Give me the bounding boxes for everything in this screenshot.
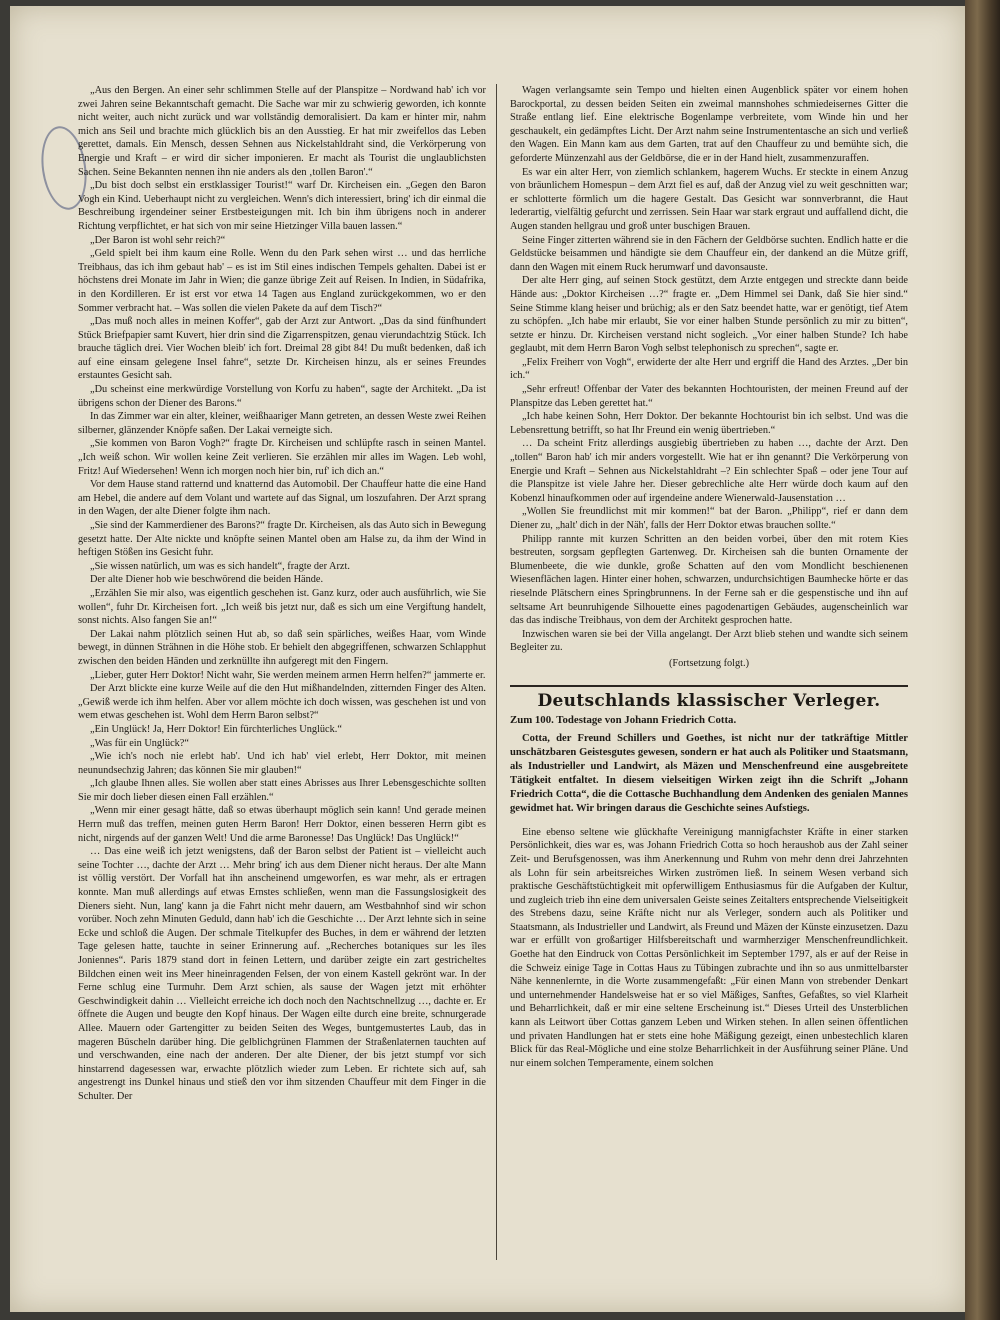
paragraph: „Geld spielt bei ihm kaum eine Rolle. Wenn du den Park sehen wirst … und das herrliche Treibhaus, das ich ihm gebaut hab' – es ist im Stil eines indischen Tempels gehalten. Dabei ist er höchstens drei Monate im Jahr in Wien; die ganze übrige Zeit auf Reisen. In Indien, in Südafrika, in den Kordilleren. Er ist erst vor etwa 14 Tagen aus England zurückgekommen, wo er den Sommer verbracht hat. – Was sollen die vielen Pakete da auf dem Tisch?“ [78,248,486,314]
paragraph: Philipp rannte mit kurzen Schritten an den beiden vorbei, über den mit rotem Kies bestreuten, sorgsam gepflegten Gartenweg. Dr. Kircheisen sah die bunten Ornamente der Blumenbeete, die wie dunkle, große Schatten auf den vom Mondlicht beschienenen Wiesenflächen lagen. Hinter einer hohen, schwarzen, undurchsichtigen Baumhecke hörte er das rieselnde Plätschern eines Springbrunnens. In der Ferne sah er die gespenstische und ihn auf seltsame Art beunruhigende Silhouette eines pagodenartigen Gebäudes, augenscheinlich war das das indische Treibhaus, von dem der Architekt gesprochen hatte. [510,533,908,627]
paragraph: „Du bist doch selbst ein erstklassiger Tourist!“ warf Dr. Kircheisen ein. „Gegen den Baron Vogh ein Kind. Ueberhaupt nicht zu vergleichen. Wenn's dich interessiert, bring' ich dir einmal die Beschreibung irgendeiner seiner Erstbesteigungen mit. Ich bin ihm übrigens noch in anderer Richtung verpflichtet, er hat sich von mir seine Hietzinger Villa bauen lassen.“ [78,180,486,232]
paragraph: „Der Baron ist wohl sehr reich?“ [90,234,226,246]
paragraph: Vor dem Hause stand ratternd und knatternd das Automobil. Der Chauffeur hatte die eine Hand am Hebel, die andere auf dem Volant und wartete auf das Signal, um loszufahren. Der Arzt sprang in den Wagen, der alte Diener folgte ihm nach. [78,479,486,518]
paragraph: Der Arzt blickte eine kurze Weile auf die den Hut mißhandelnden, zitternden Finger des Alten. „Gewiß werde ich ihm helfen. Aber vor allem möchte ich doch wissen, was geschehen ist und von wem etwas geschehen ist. Wohl dem Herrn Baron selbst?“ [78,683,486,722]
left-column [78,84,486,1264]
paragraph: Wagen verlangsamte sein Tempo und hielten einen Augenblick später vor einem hohen Barockportal, zu dessen beiden Seiten ein zweimal mannshohes schmiedeisernes Gitter die Straße entlang lief. Eine elektrische Bogenlampe verbreitete, vom Winde hin und her geschaukelt, ein gedämpftes Licht. Der Arzt nahm seine Instrumententasche an sich und verließ den Wagen. Ein Mann kam aus dem Garten, trat auf den Chauffeur zu und bemühte sich, die geforderte Münzenzahl aus der Geldbörse, die er in der Hand hielt, zusammenzuraffen. [510,85,908,164]
paragraph: „Das muß noch alles in meinen Koffer“, gab der Arzt zur Antwort. „Das da sind fünfhundert Stück Briefpapier samt Kuvert, hier drin sind die Zigarrenspitzen, genau vierundachtzig Stück. Ich brauche täglich drei. Vier Wochen bleib' ich fort. Dreimal 28 gibt 84! Du mußt bedenken, daß ich auf eine einsam gelegene Insel fahre“, setzte Dr. Kircheisen hinzu, als er seines Freundes erstauntes Gesicht sah. [78,316,486,382]
paragraph: Es war ein alter Herr, von ziemlich schlankem, hagerem Wuchs. Er steckte in einem Anzug von bräunlichem Homespun – dem Arzt fiel es auf, daß der Anzug viel zu weit geschnitten war; er schlotterte förmlich um die hagere Gestalt. Das Gesicht war sonnverbrannt, die Haut lederartig, vielfältig gefurcht und zerrissen. Sein Haar war stark ergraut und auffallend dicht, die Augen standen hellgrau und groß unter buschigen Brauen. [510,166,908,232]
paragraph: Inzwischen waren sie bei der Villa angelangt. Der Arzt blieb stehen und wandte sich seinem Begleiter zu. [510,628,908,654]
book-binding-edge [965,0,1000,1320]
paragraph: Seine Finger zitterten während sie in den Fächern der Geldbörse suchten. Endlich hatte er die Geldstücke beisammen und händigte sie dem Chauffeur ein, der dankend an die Mütze griff, dann den Wagen mit einem Ruck herumwarf und davonsauste. [510,234,908,273]
article-subheadline: Zum 100. Todestage von Johann Friedrich Cotta. [510,714,737,727]
paragraph: „Aus den Bergen. An einer sehr schlimmen Stelle auf der Planspitze – Nordwand hab' ich vor zwei Jahren seine Bekanntschaft gemacht. Die Sache war mir zu schwierig geworden, ich konnte nicht weiter, auch nicht zurück und war vollständig demoralisiert. Da kam er hinter mir, nahm mich ans Seil und brachte mich glücklich bis an den Ausstieg. Er hat mir zweifellos das Leben gerettet, damals. Ein Mensch, dessen Sehnen aus Nickelstahldraht sind, die Verkörperung von Energie und Kraft – er wird dir sicher imponieren. Er macht als Tourist die unglaublichsten Sachen. Seine Bekannten nennen ihn nie anders als den ‚tollen Baron'.“ [78,85,486,178]
paragraph: „Sehr erfreut! Offenbar der Vater des bekannten Hochtouristen, der meinen Freund auf der Planspitze das Leben gerettet hat.“ [510,384,908,409]
paragraph: … Da scheint Fritz allerdings ausgiebig übertrieben zu haben …, dachte der Arzt. Den „tollen“ Baron hab' ich mir anders vorgestellt. Wie hat er ihn genannt? Die Verkörperung von Energie und Kraft – Sehnen aus Nickelstahldraht –? Ein schlechter Spaß – oder jene Tour auf die Planspitze ist viele Jahre her. Dieser gebrechliche alte Herr würde doch kaum auf den Kobenzl hinaufkommen oder auf irgendeine andere Wienerwald-Jausenstation … [510,438,908,504]
paragraph: „Felix Freiherr von Vogh“, erwiderte der alte Herr und ergriff die Hand des Arztes. „Der bin ich.“ [510,356,908,382]
paragraph: … Das eine weiß ich jetzt wenigstens, daß der Baron selbst der Patient ist – vielleicht auch seine Tochter …, dachte der Arzt … Mehr bring' ich aus dem Diener nicht heraus. Der alte Mann ist völlig verstört. Der Vorfall hat ihn anscheinend umgeworfen, es war mehr, als er ertragen konnte. Man muß allerdings auf etwas Ernstes schließen, wenn man die Fassungslosigkeit des Dieners sieht. Nun, lang' kann ja die Fahrt nicht mehr dauern, am Westbahnhof sind wir schon vorüber. Noch zehn Minuten Geduld, dann hab' ich die Geschichte … Der Arzt lehnte sich in seine Ecke und schloß die Augen. Der schmale Titelkupfer des Buches, in dem er während der letzten Tage gelesen hatte, tauchte in seiner Erinnerung auf. „Recherches botaniques sur les îles Joniennes“. Paris 1879 stand dort in feinen Lettern, und darüber zeigte ein zart gestricheltes Bildchen einen weit ins Meer hineinragenden Felsen, der von einem Kastell gekrönt war. In der Ferne schlug eine Turmuhr. Dem Arzt schien, als sause der Wagen jetzt mit erhöhter Geschwindigkeit dahin … Vielleicht erreiche ich doch noch den Nachtschnellzug …, dachte er. Er öffnete die Augen und beugte den Kopf hinaus. Der Wagen eilte durch eine breite, schnurgerade Allee. Mauern oder Gartengitter zu beiden Seiten des Weges, buntgemustertes Laub, das in mageren Büscheln darüber hing. Die gelblichgrünen Flammen der Straßenlaternen tauchten auf und verschwanden, eine nach der anderen. Der alte Diener, der bis jetzt stumpf vor sich hinstarrend dagesessen war, erwachte plötzlich wieder zum Leben. Er richtete sich auf, sah angestrengt ins Dunkel hinaus und stieß den vor ihm sitzenden Chauffeur mit dem Finger in die Schulter. Der [78,846,486,1102]
paragraph: „Ich glaube Ihnen alles. Sie wollen aber statt eines Abrisses aus Ihrer Lebensgeschichte sollten Sie mir doch lieber diesen einen Fall erzählen.“ [78,778,486,803]
article-headline: Deutschlands klassischer Verleger. [537,690,881,711]
paragraph: „Wollen Sie freundlichst mit mir kommen!“ bat der Baron. „Philipp“, rief er dann dem Diener zu, „halt' dich in der Näh', falls der Herr Doktor etwas brauchen sollte.“ [510,506,908,531]
paragraph: „Ein Unglück! Ja, Herr Doktor! Ein fürchterliches Unglück.“ [90,723,342,735]
paragraph: „Lieber, guter Herr Doktor! Nicht wahr, Sie werden meinem armen Herrn helfen?“ jammerte er. [90,669,486,681]
paragraph: „Wie ich's noch nie erlebt hab'. Und ich hab' viel erlebt, Herr Doktor, mit meinen neunundsechzig Jahren; das können Sie mir glauben!“ [78,751,486,776]
paragraph: „Sie sind der Kammerdiener des Barons?“ fragte Dr. Kircheisen, als das Auto sich in Bewegung gesetzt hatte. Der Alte nickte und knöpfte seinen Mantel oben am Halse zu, da ihm der Wind in heftigen Stößen ins Gesicht fuhr. [78,520,486,559]
paragraph: Der alte Diener hob wie beschwörend die beiden Hände. [90,574,324,586]
article-separator [510,685,908,687]
paragraph: Der Lakai nahm plötzlich seinen Hut ab, so daß sein spärliches, weißes Haar, vom Winde bewegt, in dünnen Strähnen in die Höhe stob. Er behielt den abgegriffenen, schwarzen Schlapphut zwischen den beiden Händen und zerknüllte ihn aufgeregt mit den Fingern. [78,628,486,667]
paragraph: „Ich habe keinen Sohn, Herr Doktor. Der bekannte Hochtourist bin ich selbst. Und was die Lebensrettung betrifft, so hat Ihr Freund ein wenig übertrieben.“ [510,411,908,436]
paragraph: „Sie wissen natürlich, um was es sich handelt“, fragte der Arzt. [90,560,350,572]
spacer [510,816,908,826]
paragraph: „Sie kommen von Baron Vogh?“ fragte Dr. Kircheisen und schlüpfte rasch in seinen Mantel. „Ich weiß schon. Wir wollen keine Zeit verlieren. Sie erzählen mir alles im Wagen. Leb wohl, Fritz! Auf Wiedersehen! Wenn ich morgen noch hier bin, ruf' ich dich an.“ [78,438,486,477]
paragraph: Der alte Herr ging, auf seinen Stock gestützt, dem Arzte entgegen und streckte dann beide Hände aus: „Doktor Kircheisen …?“ fragte er. „Dem Himmel sei Dank, daß Sie hier sind.“ Seine Stimme klang heiser und brüchig; als er den Satz beendet hatte, war er genötigt, tief Atem zu schöpfen. „Ich habe mir erlaubt, Sie vor einer halben Stunde persönlich zu mir zu bitten“, setzte er hinzu. Dr. Kircheisen verstand nicht sogleich. „Vor einer halben Stunde? Ich habe geglaubt, mit dem Herrn Baron Vogh selbst telephonisch zu sprechen“, sagte er. [510,275,908,355]
article-body: Eine ebenso seltene wie glückhafte Vereinigung mannigfachster Kräfte in einer starken Persönlichkeit, dies war es, was Johann Friedrich Cotta so hoch heraushob aus der Zahl seiner Zeit- und Berufsgenossen, was ihm Anerkennung und Ruhm von mehr denn drei Jahrzehnten als Lohn für sein arbeitsreiches Wirken zuströmen ließ. In seinem Wesen verband sich praktische Geschäftstüchtigkeit mit opferwilligem Enthusiasmus für die Aufgaben der Kultur, und zugleich trieb ihn eine dem universalen Geiste seines Zeitalters entsprechende Vielseitigkeit des Strebens dazu, seine Kräfte nicht nur als Verleger, sondern auch als Politiker und Staatsmann, als Industrieller und Landwirt, als Freund und Mäzen der Künste einzusetzen. Dazu war er erfüllt von großartiger Hilfsbereitschaft und warmherziger Menschenfreundlichkeit. Goethe hat den Eindruck von Cottas Persönlichkeit im September 1797, als er auf der Reise in die Schweiz einige Tage in Cottas Haus zu Tübingen zubrachte und ihn so aus unmittelbarster Nähe kennenlernte, in die Worte zusammengefaßt: „Für einen Mann von strebender Denkart und unternehmender Handelsweise hat er so viel Mäßiges, Sanftes, Gefaßtes, so viel Klarheit und Beharrlichkeit, daß er mir eine seltene Erscheinung ist.“ Dieses Urteil des Unsterblichen kann als Leitwort über Cottas ganzem Leben und Wirken stehen. In allen seinen öffentlichen und privaten Handlungen hat er stets eine hohe Mäßigung gezeigt, einen unbestechlich klaren Blick für das Real-Mögliche und eine stolze Beharrlichkeit in der Ausführung seiner Pläne. Und nur einem solchen Temperamente, einem solchen [510,826,908,1069]
paragraph: „Erzählen Sie mir also, was eigentlich geschehen ist. Ganz kurz, oder auch ausführlich, wie Sie wollen“, fuhr Dr. Kircheisen fort. „Ich weiß bis jetzt nur, daß es sich um eine Vergiftung handelt, sonst nichts. Also fangen Sie an!“ [78,587,486,627]
paragraph: „Wenn mir einer gesagt hätte, daß so etwas überhaupt möglich sein kann! Und gerade meinen Herrn muß das treffen, meinen guten Herrn Baron! Herr Doktor, einen besseren Herrn gibt es nicht, nirgends auf der ganzen Welt! Und die arme Baronesse! Das Unglück! Das Unglück!“ [78,805,486,844]
paragraph: „Was für ein Unglück?“ [90,737,189,749]
continuation-note: (Fortsetzung folgt.) [668,657,750,669]
column-divider [496,84,497,1260]
paragraph: „Du scheinst eine merkwürdige Vorstellung von Korfu zu haben“, sagte der Architekt. „Da ist übrigens schon der Diener des Barons.“ [78,384,486,409]
paragraph: In das Zimmer war ein alter, kleiner, weißhaariger Mann getreten, an dessen Weste zwei Reihen silberner, glänzender Knöpfe saßen. Der Lakai verneigte sich. [78,411,486,436]
article-lead: Cotta, der Freund Schillers und Goethes, ist nicht nur der tatkräftige Mittler unschätzbaren Geistesgutes gewesen, sondern er hat auch als Politiker und Staatsmann, als Industrieller und Landwirt, als Mäzen und Menschenfreund eine ausgebreitete Tätigkeit entfaltet. In diesem vielseitigen Wirken zeigt ihn die Schrift „Johann Friedrich Cotta“, die die Cottasche Buchhandlung dem Andenken des genialen Mannes gewidmet hat. Wir bringen daraus die Geschichte seines Aufstiegs. [510,732,908,814]
right-column [510,84,908,1264]
